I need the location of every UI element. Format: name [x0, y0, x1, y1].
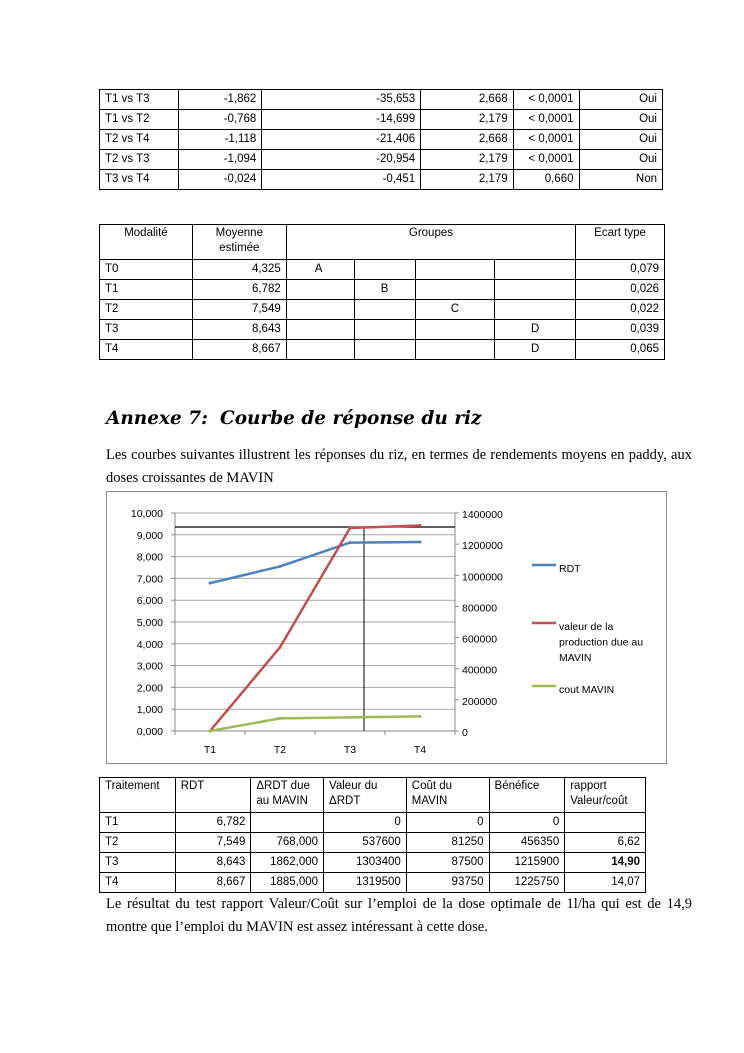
series-line-2 — [210, 716, 420, 731]
cell-group-b — [354, 340, 415, 360]
cell-critical-value: 2,668 — [421, 90, 513, 110]
y-left-tick-label: 2,000 — [136, 682, 163, 695]
annex-title: Courbe de réponse du riz — [219, 408, 482, 429]
data-point — [419, 541, 422, 544]
cell-value: 1319500 — [324, 873, 407, 893]
column-header: Traitement — [100, 778, 176, 813]
y-right-tick-label: 1000000 — [462, 571, 503, 584]
y-right-tick-label: 400000 — [462, 664, 498, 677]
column-header: RDT — [175, 778, 251, 813]
column-header: Coût du MAVIN — [406, 778, 489, 813]
comparison-table — [99, 89, 663, 190]
cell-p-value: < 0,0001 — [513, 150, 579, 170]
cell-rdt: 8,643 — [175, 853, 251, 873]
cell-p-value: < 0,0001 — [513, 90, 579, 110]
annex-number: Annexe 7: — [106, 408, 208, 429]
cell-group-c: C — [415, 300, 495, 320]
cell-pair: T1 vs T3 — [100, 90, 179, 110]
x-tick-label: T4 — [413, 744, 427, 756]
cell-pair: T2 vs T3 — [100, 150, 179, 170]
cell-std-dev: 0,079 — [576, 260, 665, 280]
cell-group-a — [286, 340, 354, 360]
cell-standardized-difference: -20,954 — [262, 150, 421, 170]
cell-group-d: D — [495, 320, 576, 340]
x-tick-label: T3 — [343, 744, 357, 756]
cell-group-a: A — [286, 260, 354, 280]
cell-ratio: 6,62 — [565, 833, 646, 853]
cell-mean: 6,782 — [192, 280, 286, 300]
cell-mean: 7,549 — [192, 300, 286, 320]
cell-ratio: 14,07 — [565, 873, 646, 893]
y-right-tick-label: 1200000 — [462, 540, 503, 553]
cell-group-c — [415, 340, 495, 360]
cell-delta-rdt: 1862,000 — [251, 853, 324, 873]
cell-significant: Oui — [579, 110, 663, 130]
response-chart — [106, 491, 667, 764]
data-point — [419, 715, 422, 718]
cell-value: 1303400 — [324, 853, 407, 873]
cell-standardized-difference: -21,406 — [262, 130, 421, 150]
cell-traitement: T3 — [100, 853, 176, 873]
cell-difference: -1,094 — [178, 150, 262, 170]
cell-group-b — [354, 300, 415, 320]
cell-rdt: 6,782 — [175, 813, 251, 833]
table-row — [100, 320, 665, 340]
table-row — [100, 170, 663, 190]
cell-group-d — [495, 260, 576, 280]
cell-traitement: T1 — [100, 813, 176, 833]
cell-benefit: 0 — [489, 813, 565, 833]
cell-group-d — [495, 280, 576, 300]
cell-value: 537600 — [324, 833, 407, 853]
cell-traitement: T4 — [100, 873, 176, 893]
cell-pair: T1 vs T2 — [100, 110, 179, 130]
data-point — [349, 716, 352, 719]
cell-rdt: 7,549 — [175, 833, 251, 853]
cell-group-a — [286, 320, 354, 340]
cell-standardized-difference: -0,451 — [262, 170, 421, 190]
cell-value: 0 — [324, 813, 407, 833]
cell-traitement: T2 — [100, 833, 176, 853]
cell-standardized-difference: -35,653 — [262, 90, 421, 110]
cell-critical-value: 2,179 — [421, 110, 513, 130]
cell-pair: T3 vs T4 — [100, 170, 179, 190]
col-modalite: Modalité — [100, 225, 193, 260]
cell-cost: 93750 — [406, 873, 489, 893]
cell-delta-rdt: 768,000 — [251, 833, 324, 853]
table-row — [100, 833, 646, 853]
cell-modalite: T1 — [100, 280, 193, 300]
column-header: ΔRDT due au MAVIN — [251, 778, 324, 813]
table-row — [100, 280, 665, 300]
col-ecart: Ecart type — [576, 225, 665, 260]
y-left-tick-label: 3,000 — [136, 660, 163, 673]
y-right-tick-label: 0 — [462, 727, 468, 739]
column-header: rapport Valeur/coût — [565, 778, 646, 813]
cell-significant: Oui — [579, 150, 663, 170]
data-point — [209, 730, 212, 733]
cell-significant: Oui — [579, 130, 663, 150]
annex-intro: Les courbes suivantes illustrent les réponses du riz, en termes de rendements moyens en paddy, aux doses croissantes de MAVIN — [106, 447, 692, 486]
cell-group-d — [495, 300, 576, 320]
cell-critical-value: 2,179 — [421, 170, 513, 190]
cell-significant: Oui — [579, 90, 663, 110]
cell-std-dev: 0,026 — [576, 280, 665, 300]
header-row — [100, 778, 646, 813]
cell-cost: 87500 — [406, 853, 489, 873]
series-line-0 — [210, 542, 420, 583]
table-row — [100, 300, 665, 320]
cell-group-b — [354, 260, 415, 280]
table-row — [100, 813, 646, 833]
table-row — [100, 260, 665, 280]
cell-std-dev: 0,065 — [576, 340, 665, 360]
annex-heading — [106, 408, 482, 429]
cell-difference: -1,118 — [178, 130, 262, 150]
y-left-tick-label: 4,000 — [136, 638, 163, 651]
table-row — [100, 130, 663, 150]
cell-group-c — [415, 260, 495, 280]
column-header: Bénéfice — [489, 778, 565, 813]
col-moyenne: Moyenne estimée — [192, 225, 286, 260]
cell-p-value: < 0,0001 — [513, 110, 579, 130]
y-right-tick-label: 1400000 — [462, 509, 503, 521]
legend-label: RDT — [559, 563, 581, 575]
cell-modalite: T0 — [100, 260, 193, 280]
y-left-tick-label: 10,000 — [130, 508, 163, 520]
cell-benefit: 456350 — [489, 833, 565, 853]
cell-critical-value: 2,179 — [421, 150, 513, 170]
y-left-tick-label: 0,000 — [136, 726, 163, 738]
table-row — [100, 873, 646, 893]
table-row — [100, 150, 663, 170]
cell-group-d: D — [495, 340, 576, 360]
cell-difference: -0,024 — [178, 170, 262, 190]
cell-p-value: < 0,0001 — [513, 130, 579, 150]
cell-difference: -1,862 — [178, 90, 262, 110]
y-left-tick-label: 9,000 — [136, 529, 163, 542]
y-left-tick-label: 6,000 — [136, 595, 163, 608]
x-tick-label: T2 — [273, 744, 287, 756]
cell-critical-value: 2,668 — [421, 130, 513, 150]
cell-modalite: T2 — [100, 300, 193, 320]
cell-std-dev: 0,022 — [576, 300, 665, 320]
data-point — [349, 527, 352, 530]
cell-p-value: 0,660 — [513, 170, 579, 190]
data-point — [349, 541, 352, 544]
column-header: Valeur du ΔRDT — [324, 778, 407, 813]
legend-label: valeur de la production due au MAVIN — [559, 621, 644, 664]
cell-delta-rdt — [251, 813, 324, 833]
legend-label: cout MAVIN — [559, 684, 615, 696]
y-left-tick-label: 1,000 — [136, 704, 163, 717]
cell-cost: 0 — [406, 813, 489, 833]
cell-group-a — [286, 280, 354, 300]
cell-group-c — [415, 320, 495, 340]
data-point — [419, 524, 422, 527]
groups-table — [99, 224, 665, 360]
cell-std-dev: 0,039 — [576, 320, 665, 340]
table-row — [100, 340, 665, 360]
cell-group-a — [286, 300, 354, 320]
cell-cost: 81250 — [406, 833, 489, 853]
conclusion: Le résultat du test rapport Valeur/Coût sur l’emploi de la dose optimale de 1l/ha qui est de 14,9 montre que l’emploi du MAVIN est assez intéressant à cette dose. — [106, 896, 692, 935]
data-point — [279, 717, 282, 720]
table-row — [100, 853, 646, 873]
cell-standardized-difference: -14,699 — [262, 110, 421, 130]
col-groupes: Groupes — [286, 225, 575, 260]
y-left-tick-label: 7,000 — [136, 573, 163, 586]
cell-mean: 8,643 — [192, 320, 286, 340]
cell-pair: T2 vs T4 — [100, 130, 179, 150]
y-right-tick-label: 800000 — [462, 602, 498, 615]
y-left-tick-label: 8,000 — [136, 551, 163, 564]
cell-benefit: 1225750 — [489, 873, 565, 893]
data-point — [279, 565, 282, 568]
cell-benefit: 1215900 — [489, 853, 565, 873]
data-point — [279, 646, 282, 649]
cell-group-c — [415, 280, 495, 300]
cell-mean: 4,325 — [192, 260, 286, 280]
cell-ratio: 14,90 — [565, 853, 646, 873]
economics-table — [99, 777, 646, 893]
chart-svg — [107, 492, 666, 763]
x-tick-label: T1 — [203, 744, 217, 756]
cell-mean: 8,667 — [192, 340, 286, 360]
y-left-tick-label: 5,000 — [136, 617, 163, 629]
cell-modalite: T3 — [100, 320, 193, 340]
y-right-tick-label: 600000 — [462, 633, 498, 646]
cell-delta-rdt: 1885,000 — [251, 873, 324, 893]
cell-difference: -0,768 — [178, 110, 262, 130]
y-right-tick-label: 200000 — [462, 695, 498, 708]
table-row — [100, 90, 663, 110]
cell-modalite: T4 — [100, 340, 193, 360]
cell-rdt: 8,667 — [175, 873, 251, 893]
data-point — [209, 582, 212, 585]
cell-ratio — [565, 813, 646, 833]
table-row — [100, 110, 663, 130]
cell-group-b — [354, 320, 415, 340]
cell-group-b: B — [354, 280, 415, 300]
cell-significant: Non — [579, 170, 663, 190]
